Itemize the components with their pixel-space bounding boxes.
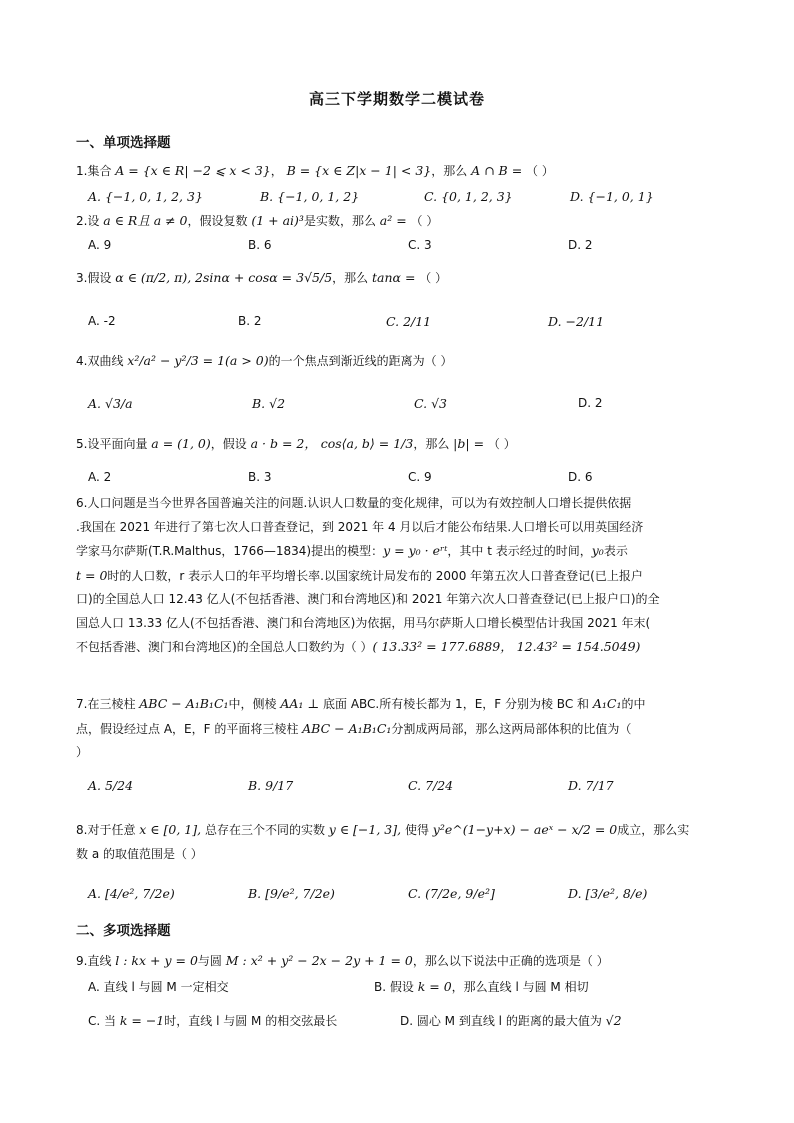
- q7-edge: AA₁ ⊥: [280, 696, 320, 711]
- q6-line-1: 6.人口问题是当今世界各国普遍关注的问题.认识人口数量的变化规律，可以为有效控制人口增长提供依据: [76, 496, 632, 510]
- q8-option-c: C. (7/2e, 9/e²]: [408, 886, 495, 901]
- q6-line-7: 不包括香港、澳门和台湾地区)的全国总人口数约为（ ）: [76, 640, 373, 654]
- q1-option-d: D. {−1, 0, 1}: [570, 189, 654, 204]
- q5-stem: 5.设平面向量: [76, 437, 148, 451]
- question-6: [76, 492, 726, 660]
- q9-option-c-k: k = −1: [119, 1013, 165, 1028]
- q5-option-c: C. 9: [408, 470, 432, 484]
- q6-model: y = y₀ · eʳᵗ: [383, 543, 448, 558]
- q3-stem-b: ，那么: [332, 271, 369, 285]
- q9-option-d-value: √2: [605, 1013, 622, 1028]
- q6-line-2: .我国在 2021 年进行了第七次人口普查登记，到 2021 年 4 月以后才能公布结果.人口增长可以用英国经济: [76, 519, 644, 534]
- q2-option-d: D. 2: [568, 238, 593, 252]
- exam-title: 高三下学期数学二模试卷: [308, 90, 485, 108]
- q8-option-d: D. [3/e², 8/e): [568, 886, 648, 901]
- q6-line-4: 时的人口数，r 表示人口的年平均增长率.以国家统计局发布的 2000 年第五次人口普查登记(已上报户: [107, 568, 643, 583]
- question-2: [76, 211, 438, 231]
- q4-option-c: C. √3: [414, 396, 447, 411]
- q6-line-3c: 表示: [603, 544, 628, 558]
- q4-stem: 4.双曲线: [76, 354, 124, 368]
- q7-option-b: B. 9/17: [248, 778, 294, 793]
- q9-stem: 9.直线: [76, 954, 112, 968]
- question-4: [76, 351, 452, 371]
- q5-cos: cos⟨a, b⟩ = 1/3: [320, 436, 414, 451]
- q9-option-b-rest: ，那么直线 l 与圆 M 相切: [451, 980, 589, 994]
- question-1: 1.集合 A = {x ∈ R| −2 ⩽ x < 3}， B = {x ∈ Z|x − 1| < 3}，那么 A ∩ B = （ ）: [76, 163, 554, 178]
- q5-dot: a · b = 2，: [250, 436, 317, 451]
- q5-option-d: D. 6: [568, 470, 593, 484]
- q7-line-1d: 的中: [621, 697, 646, 711]
- q2-stem-c: 是实数，那么: [303, 214, 376, 228]
- q8-equation: y²e^(1−y+x) − aeˣ − x/2 = 0: [432, 822, 618, 837]
- q8-line-1c: 使得: [404, 823, 429, 837]
- q6-y0: y₀: [591, 543, 604, 558]
- q6-line-5: 口)的全国总人口 12.43 亿人(不包括香港、澳门和台湾地区)和 2021 年第六次人口普查登记(已上报户口)的全: [76, 592, 660, 606]
- q7-line-2b: 分割成两局部，那么这两局部体积的比值为（: [391, 721, 632, 736]
- q5-option-a: A. 2: [88, 470, 112, 484]
- q8-line-1a: 8.对于任意: [76, 823, 136, 837]
- q9-option-b: [374, 978, 589, 995]
- q6-line-3b: ，其中 t 表示经过的时间，: [447, 544, 592, 558]
- q6-line-3a: 学家马尔萨斯(T.R.Malthus，1766—1834)提出的模型：: [76, 544, 384, 558]
- q8-option-a: A. [4/e², 7/2e): [88, 886, 175, 901]
- q9-option-b-text: B. 假设: [374, 980, 414, 994]
- q7-prism: ABC − A₁B₁C₁: [139, 696, 229, 711]
- q4-option-d: D. 2: [578, 396, 603, 410]
- question-9: [76, 951, 609, 971]
- q5-paren: （ ）: [487, 437, 516, 451]
- q2-complex: (1 + ai)³: [251, 213, 304, 228]
- question-8: [76, 818, 726, 866]
- q7-option-d: D. 7/17: [568, 778, 614, 793]
- question-5: [76, 434, 516, 454]
- q4-option-b: B. √2: [252, 396, 286, 411]
- q9-option-b-k: k = 0: [417, 979, 452, 994]
- q7-option-a: A. 5/24: [88, 778, 134, 793]
- q6-line-6: 国总人口 13.33 亿人(不包括香港、澳门和台湾地区)为依据，用马尔萨斯人口增长模型估计我国 2021 年末(: [76, 615, 651, 630]
- q2-cond-b: a ≠ 0: [153, 213, 188, 228]
- q3-stem: 3.假设: [76, 271, 112, 285]
- q1-stem: 1.集合: [76, 164, 112, 178]
- q1-paren: （ ）: [526, 164, 554, 178]
- q3-option-b: B. 2: [238, 314, 262, 328]
- q2-stem-b: ，假设复数: [187, 214, 248, 228]
- q5-stem-b: ，假设: [210, 437, 247, 451]
- q5-vector-a: a = (1, 0): [151, 436, 211, 451]
- q7-a1c1: A₁C₁: [592, 696, 622, 711]
- q8-y-range: y ∈ [−1, 3],: [328, 822, 402, 837]
- q9-circle: M : x² + y² − 2x − 2y + 1 = 0: [225, 953, 413, 968]
- q5-expr: |b| =: [453, 436, 485, 451]
- q1-set-a: A = {x ∈ R| −2 ⩽ x < 3}: [115, 163, 271, 178]
- question-7: [76, 692, 726, 765]
- q3-expr: tanα =: [372, 270, 416, 285]
- q3-equation: 2sinα + cosα = 3√5/5: [195, 270, 333, 285]
- q3-option-a: A. -2: [88, 314, 116, 328]
- q7-line-2a: 点，假设经过点 A，E，F 的平面将三棱柱: [76, 721, 299, 736]
- q7-line-1a: 7.在三棱柱: [76, 697, 136, 711]
- q2-stem: 2.设: [76, 214, 100, 228]
- q8-option-b: B. [9/e², 7/2e): [248, 886, 335, 901]
- q2-option-a: A. 9: [88, 238, 112, 252]
- q2-cond-a: a ∈ R且: [103, 213, 150, 228]
- q6-hint: ( 13.33² = 177.6889， 12.43² = 154.5049): [372, 639, 641, 654]
- q5-stem-c: ，那么: [413, 437, 450, 451]
- q5-option-b: B. 3: [248, 470, 272, 484]
- q9-option-c-rest: 时，直线 l 与圆 M 的相交弦最长: [164, 1014, 338, 1028]
- q7-prism-2: ABC − A₁B₁C₁: [302, 720, 392, 736]
- section-multiple-choice: 二、多项选择题: [76, 923, 171, 939]
- q8-line-2: 数 a 的取值范围是（ ）: [76, 846, 203, 861]
- q2-paren: （ ）: [410, 214, 439, 228]
- q9-stem-c: ，那么以下说法中正确的选项是（ ）: [412, 954, 609, 968]
- question-3: [76, 268, 447, 288]
- q1-option-b: B. {−1, 0, 1, 2}: [260, 189, 360, 204]
- q7-line-1b: 中，侧棱: [228, 697, 277, 711]
- q9-option-c: [88, 1012, 337, 1029]
- q3-option-d: D. −2/11: [548, 314, 605, 329]
- q4-stem-b: 的一个焦点到渐近线的距离为（ ）: [268, 354, 453, 368]
- q3-interval: α ∈ (π/2, π),: [115, 270, 192, 285]
- q9-line-l: l : kx + y = 0: [115, 953, 198, 968]
- q9-option-d-text: D. 圆心 M 到直线 l 的距离的最大值为: [400, 1014, 602, 1028]
- q8-x-range: x ∈ [0, 1],: [139, 822, 202, 837]
- q7-option-c: C. 7/24: [408, 778, 454, 793]
- section-single-choice: 一、单项选择题: [76, 135, 171, 151]
- q7-line-3: ）: [76, 745, 89, 759]
- q4-option-a: A. √3/a: [88, 396, 133, 411]
- q9-option-c-text: C. 当: [88, 1014, 117, 1028]
- q4-curve: x²/a² − y²/3 = 1(a > 0): [127, 353, 269, 368]
- q8-line-1b: 总存在三个不同的实数: [204, 823, 325, 837]
- q9-option-a: A. 直线 l 与圆 M 一定相交: [88, 980, 229, 994]
- q1-option-a: A. {−1, 0, 1, 2, 3}: [88, 189, 203, 204]
- q2-expr: a² =: [379, 213, 407, 228]
- q6-t0: t = 0: [76, 567, 108, 583]
- q1-expr: A ∩ B =: [471, 163, 523, 178]
- q3-paren: （ ）: [419, 271, 448, 285]
- q1-option-c: C. {0, 1, 2, 3}: [424, 189, 513, 204]
- q9-option-d: [400, 1012, 622, 1029]
- q1-stem-b: ，那么: [431, 164, 468, 178]
- q7-line-1c: 底面 ABC.所有棱长都为 1，E，F 分别为棱 BC 和: [323, 697, 590, 711]
- q3-option-c: C. 2/11: [386, 314, 432, 329]
- q9-stem-b: 与圆: [197, 954, 222, 968]
- q2-option-b: B. 6: [248, 238, 272, 252]
- q8-line-1d: 成立，那么实: [617, 823, 690, 837]
- q1-set-b: B = {x ∈ Z|x − 1| < 3}: [286, 163, 432, 178]
- q2-option-c: C. 3: [408, 238, 432, 252]
